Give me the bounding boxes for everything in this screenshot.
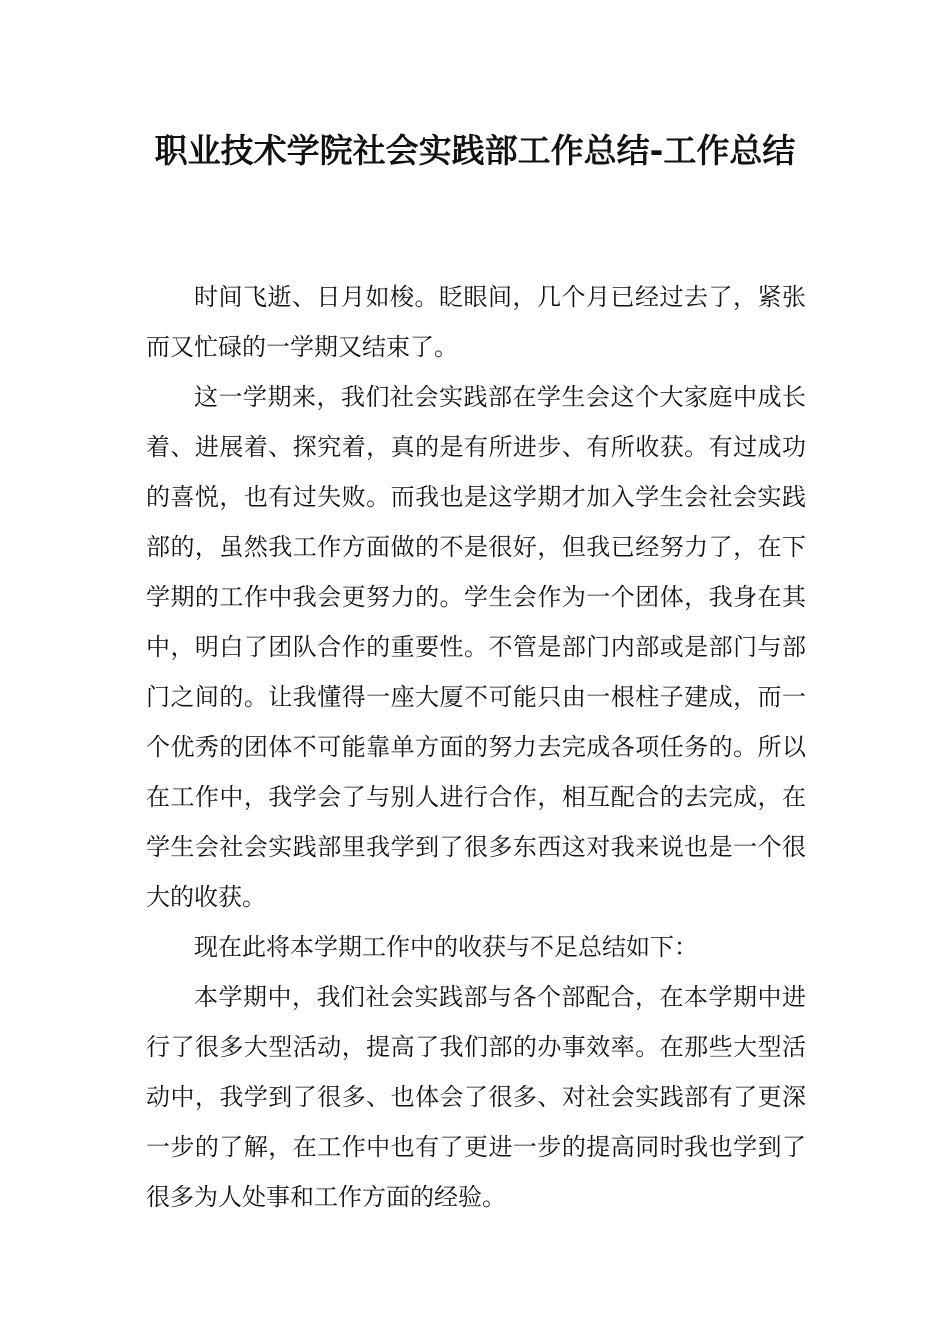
paragraph-4: 本学期中，我们社会实践部与各个部配合，在本学期中进行了很多大型活动，提高了我们部的办事效率。在那些大型活动中，我学到了很多、也体会了很多、对社会实践部有了更深一步的了解，在工作中也有了更进一步的提高同时我也学到了很多为人处事和工作方面的经验。 (146, 983, 806, 1211)
document-body (146, 272, 806, 1222)
paragraph-2: 这一学期来，我们社会实践部在学生会这个大家庭中成长着、进展着、探究着，真的是有所进步、有所收获。有过成功的喜悦，也有过失败。而我也是这学期才加入学生会社会实践部的，虽然我工作方面做的不是很好，但我已经努力了，在下学期的工作中我会更努力的。学生会作为一个团体，我身在其中，明白了团队合作的重要性。不管是部门内部或是部门与部门之间的。让我懂得一座大厦不可能只由一根柱子建成，而一个优秀的团体不可能靠单方面的努力去完成各项任务的。所以在工作中，我学会了与别人进行合作，相互配合的去完成，在学生会社会实践部里我学到了很多东西这对我来说也是一个很大的收获。 (146, 383, 806, 911)
document-title: 职业技术学院社会实践部工作总结-工作总结 (154, 131, 796, 170)
paragraph-1: 时间飞逝、日月如梭。眨眼间，几个月已经过去了，紧张而又忙碌的一学期又结束了。 (146, 283, 806, 361)
paragraph-3: 现在此将本学期工作中的收获与不足总结如下： (194, 933, 698, 961)
